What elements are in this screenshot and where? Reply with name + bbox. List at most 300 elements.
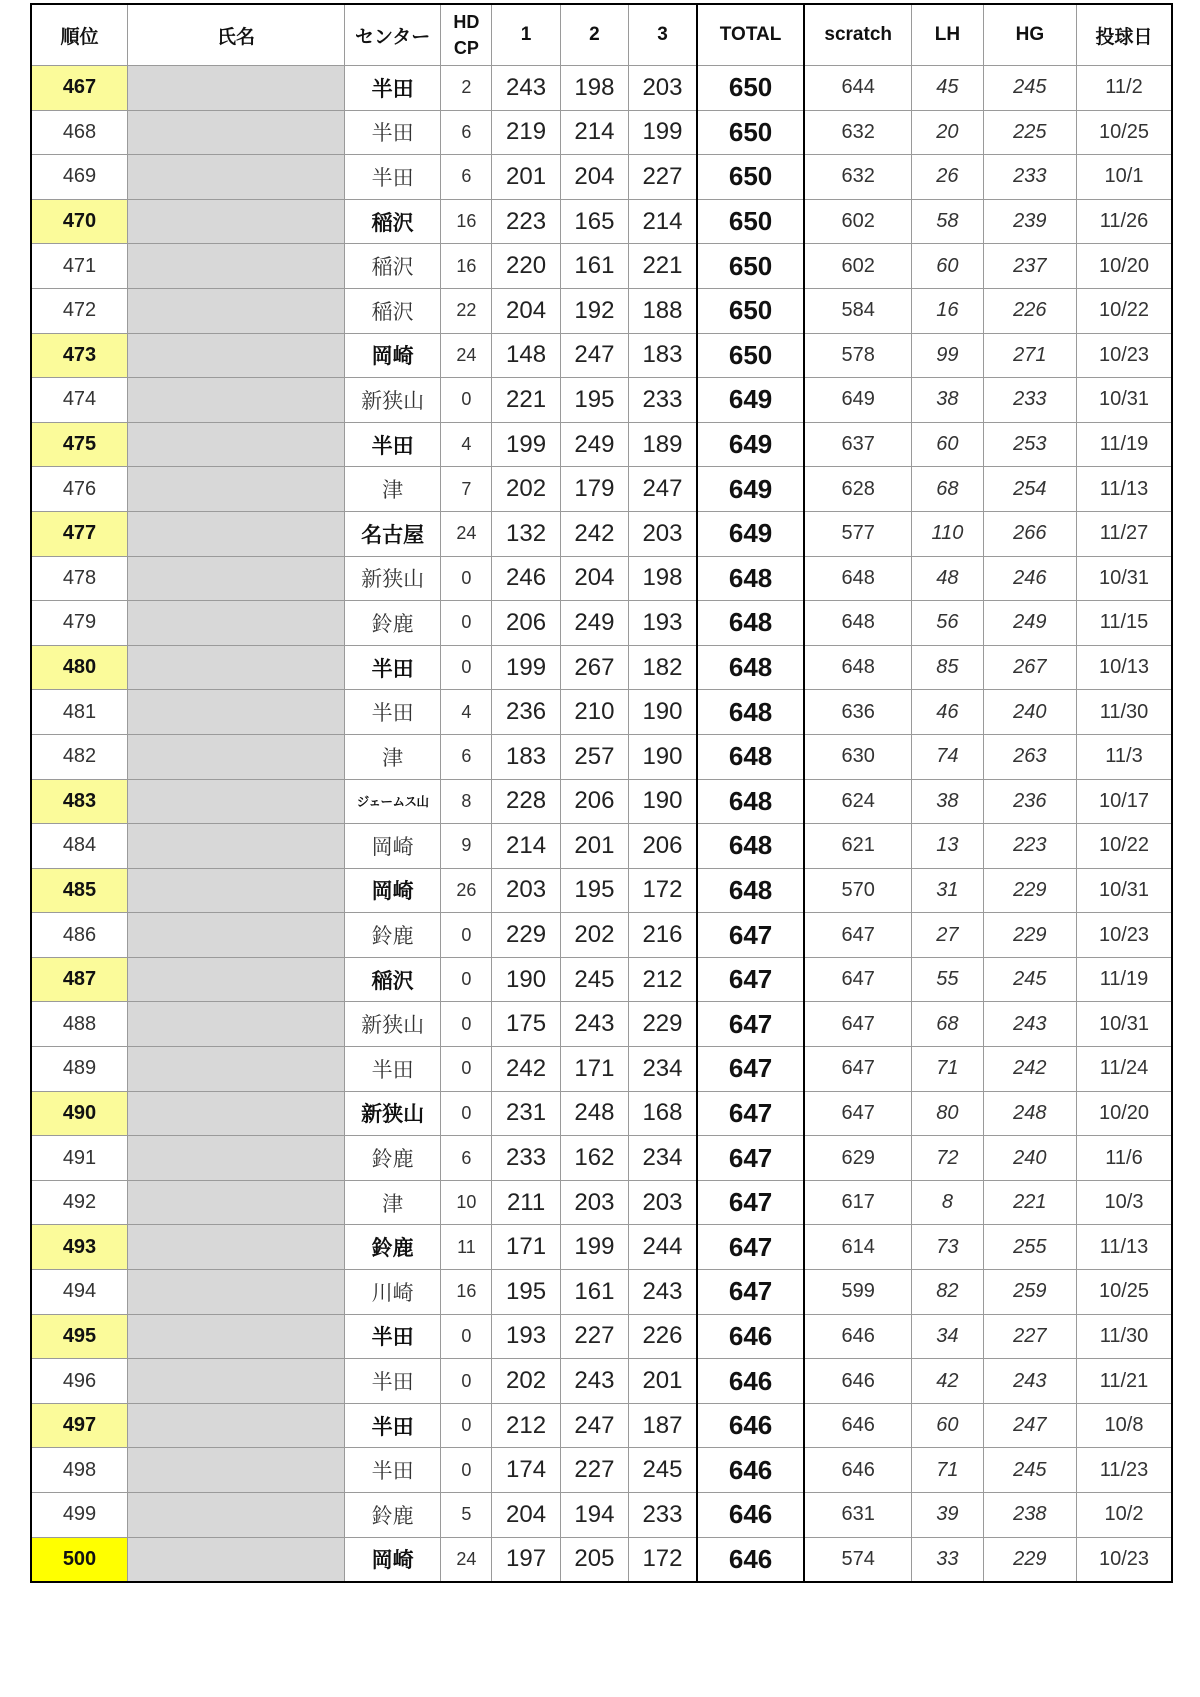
hg-cell: 254 [983, 467, 1076, 512]
table-row [31, 957, 1172, 1002]
rank-cell: 486 [31, 913, 128, 958]
name-cell-masked [128, 1359, 345, 1404]
lh-cell: 58 [912, 199, 984, 244]
date-cell: 11/15 [1076, 601, 1172, 646]
game-2-cell: 257 [560, 734, 628, 779]
lh-cell: 110 [912, 511, 984, 556]
rank-cell: 498 [31, 1448, 128, 1493]
game-1-cell: 148 [492, 333, 560, 378]
lh-cell: 38 [912, 779, 984, 824]
lh-cell: 46 [912, 690, 984, 735]
name-cell-masked [128, 378, 345, 423]
table-header [31, 4, 1172, 66]
date-cell: 11/21 [1076, 1359, 1172, 1404]
game-2-cell: 199 [560, 1225, 628, 1270]
header-hg: HG [983, 4, 1076, 66]
table-row [31, 1270, 1172, 1315]
name-cell-masked [128, 690, 345, 735]
date-cell: 10/23 [1076, 913, 1172, 958]
table-row [31, 244, 1172, 289]
table-row [31, 734, 1172, 779]
hg-cell: 263 [983, 734, 1076, 779]
table-row [31, 288, 1172, 333]
table-body [31, 66, 1172, 1583]
total-cell: 646 [697, 1537, 804, 1582]
name-cell-masked [128, 957, 345, 1002]
game-3-cell: 190 [629, 690, 697, 735]
date-cell: 10/17 [1076, 779, 1172, 824]
total-cell: 650 [697, 155, 804, 200]
hdcp-cell: 24 [441, 333, 492, 378]
total-cell: 650 [697, 244, 804, 289]
hg-cell: 255 [983, 1225, 1076, 1270]
game-2-cell: 243 [560, 1359, 628, 1404]
date-cell: 11/3 [1076, 734, 1172, 779]
hg-cell: 229 [983, 913, 1076, 958]
table-row [31, 690, 1172, 735]
game-2-cell: 162 [560, 1136, 628, 1181]
total-cell: 646 [697, 1493, 804, 1538]
date-cell: 10/31 [1076, 378, 1172, 423]
lh-cell: 33 [912, 1537, 984, 1582]
table-row [31, 1359, 1172, 1404]
game-2-cell: 194 [560, 1493, 628, 1538]
center-cell: 鈴鹿 [344, 913, 441, 958]
name-cell-masked [128, 110, 345, 155]
lh-cell: 60 [912, 1403, 984, 1448]
game-1-cell: 195 [492, 1270, 560, 1315]
game-2-cell: 243 [560, 1002, 628, 1047]
rank-cell: 500 [31, 1537, 128, 1582]
hg-cell: 249 [983, 601, 1076, 646]
date-cell: 11/26 [1076, 199, 1172, 244]
game-3-cell: 201 [629, 1359, 697, 1404]
total-cell: 648 [697, 690, 804, 735]
header-rank: 順位 [31, 4, 128, 66]
total-cell: 648 [697, 734, 804, 779]
rank-cell: 474 [31, 378, 128, 423]
game-3-cell: 182 [629, 645, 697, 690]
game-2-cell: 227 [560, 1314, 628, 1359]
rank-cell: 475 [31, 422, 128, 467]
game-2-cell: 242 [560, 511, 628, 556]
table-row [31, 155, 1172, 200]
hdcp-cell: 7 [441, 467, 492, 512]
rank-cell: 473 [31, 333, 128, 378]
hdcp-cell: 0 [441, 913, 492, 958]
lh-cell: 39 [912, 1493, 984, 1538]
date-cell: 10/1 [1076, 155, 1172, 200]
rank-cell: 468 [31, 110, 128, 155]
name-cell-masked [128, 333, 345, 378]
center-cell: 岡崎 [344, 824, 441, 869]
game-2-cell: 202 [560, 913, 628, 958]
scratch-cell: 647 [804, 957, 911, 1002]
hdcp-cell: 8 [441, 779, 492, 824]
table-row [31, 378, 1172, 423]
hg-cell: 266 [983, 511, 1076, 556]
table-row [31, 824, 1172, 869]
scratch-cell: 647 [804, 1002, 911, 1047]
rank-cell: 487 [31, 957, 128, 1002]
center-cell: 半田 [344, 1314, 441, 1359]
table-row [31, 1225, 1172, 1270]
rank-cell: 497 [31, 1403, 128, 1448]
game-1-cell: 199 [492, 645, 560, 690]
total-cell: 646 [697, 1403, 804, 1448]
hdcp-cell: 0 [441, 1448, 492, 1493]
scratch-cell: 614 [804, 1225, 911, 1270]
lh-cell: 56 [912, 601, 984, 646]
total-cell: 647 [697, 1136, 804, 1181]
hdcp-cell: 11 [441, 1225, 492, 1270]
header-scratch: scratch [804, 4, 911, 66]
game-3-cell: 244 [629, 1225, 697, 1270]
game-2-cell: 204 [560, 556, 628, 601]
game-3-cell: 187 [629, 1403, 697, 1448]
date-cell: 10/13 [1076, 645, 1172, 690]
game-1-cell: 233 [492, 1136, 560, 1181]
hdcp-cell: 10 [441, 1180, 492, 1225]
hg-cell: 240 [983, 690, 1076, 735]
date-cell: 11/27 [1076, 511, 1172, 556]
game-2-cell: 249 [560, 422, 628, 467]
date-cell: 11/30 [1076, 1314, 1172, 1359]
game-3-cell: 247 [629, 467, 697, 512]
total-cell: 646 [697, 1314, 804, 1359]
lh-cell: 71 [912, 1047, 984, 1092]
scratch-cell: 646 [804, 1448, 911, 1493]
rank-cell: 495 [31, 1314, 128, 1359]
game-1-cell: 193 [492, 1314, 560, 1359]
game-3-cell: 183 [629, 333, 697, 378]
header-total: TOTAL [697, 4, 804, 66]
name-cell-masked [128, 824, 345, 869]
center-cell: 津 [344, 734, 441, 779]
scratch-cell: 649 [804, 378, 911, 423]
rank-cell: 484 [31, 824, 128, 869]
header-game-3: 3 [629, 4, 697, 66]
game-2-cell: 204 [560, 155, 628, 200]
hg-cell: 236 [983, 779, 1076, 824]
center-cell: 半田 [344, 155, 441, 200]
header-center: センター [344, 4, 441, 66]
center-cell: 名古屋 [344, 511, 441, 556]
rank-cell: 496 [31, 1359, 128, 1404]
hg-cell: 233 [983, 155, 1076, 200]
center-cell: 半田 [344, 645, 441, 690]
game-2-cell: 192 [560, 288, 628, 333]
game-1-cell: 220 [492, 244, 560, 289]
center-cell: 半田 [344, 1047, 441, 1092]
lh-cell: 68 [912, 1002, 984, 1047]
total-cell: 648 [697, 868, 804, 913]
hg-cell: 229 [983, 1537, 1076, 1582]
scratch-cell: 570 [804, 868, 911, 913]
name-cell-masked [128, 913, 345, 958]
date-cell: 11/23 [1076, 1448, 1172, 1493]
date-cell: 10/8 [1076, 1403, 1172, 1448]
game-1-cell: 199 [492, 422, 560, 467]
rank-cell: 482 [31, 734, 128, 779]
scratch-cell: 617 [804, 1180, 911, 1225]
hg-cell: 246 [983, 556, 1076, 601]
ranking-table [30, 3, 1173, 1583]
game-2-cell: 161 [560, 244, 628, 289]
lh-cell: 68 [912, 467, 984, 512]
game-3-cell: 221 [629, 244, 697, 289]
header-row [31, 4, 1172, 66]
total-cell: 647 [697, 1047, 804, 1092]
scratch-cell: 647 [804, 1091, 911, 1136]
total-cell: 650 [697, 66, 804, 111]
total-cell: 647 [697, 913, 804, 958]
header-name: 氏名 [128, 4, 345, 66]
game-3-cell: 233 [629, 1493, 697, 1538]
game-3-cell: 199 [629, 110, 697, 155]
scratch-cell: 629 [804, 1136, 911, 1181]
center-cell: ジェームス山 [344, 779, 441, 824]
center-cell: 半田 [344, 1448, 441, 1493]
game-2-cell: 267 [560, 645, 628, 690]
name-cell-masked [128, 1180, 345, 1225]
center-cell: 鈴鹿 [344, 601, 441, 646]
table-row [31, 913, 1172, 958]
scratch-cell: 630 [804, 734, 911, 779]
hdcp-cell: 0 [441, 1091, 492, 1136]
center-cell: 半田 [344, 66, 441, 111]
game-1-cell: 197 [492, 1537, 560, 1582]
rank-cell: 470 [31, 199, 128, 244]
scratch-cell: 637 [804, 422, 911, 467]
game-3-cell: 203 [629, 66, 697, 111]
hg-cell: 245 [983, 1448, 1076, 1493]
hg-cell: 242 [983, 1047, 1076, 1092]
hdcp-cell: 0 [441, 1314, 492, 1359]
date-cell: 11/24 [1076, 1047, 1172, 1092]
center-cell: 津 [344, 467, 441, 512]
hdcp-cell: 6 [441, 734, 492, 779]
total-cell: 648 [697, 824, 804, 869]
center-cell: 新狭山 [344, 1091, 441, 1136]
rank-cell: 478 [31, 556, 128, 601]
hdcp-cell: 24 [441, 511, 492, 556]
scratch-cell: 646 [804, 1403, 911, 1448]
hdcp-cell: 16 [441, 199, 492, 244]
lh-cell: 42 [912, 1359, 984, 1404]
hg-cell: 267 [983, 645, 1076, 690]
game-2-cell: 203 [560, 1180, 628, 1225]
center-cell: 新狭山 [344, 556, 441, 601]
game-2-cell: 171 [560, 1047, 628, 1092]
name-cell-masked [128, 1270, 345, 1315]
game-1-cell: 228 [492, 779, 560, 824]
rank-cell: 480 [31, 645, 128, 690]
game-3-cell: 189 [629, 422, 697, 467]
table-row [31, 1493, 1172, 1538]
hdcp-cell: 0 [441, 1359, 492, 1404]
name-cell-masked [128, 1537, 345, 1582]
lh-cell: 45 [912, 66, 984, 111]
lh-cell: 71 [912, 1448, 984, 1493]
header-lh: LH [912, 4, 984, 66]
hg-cell: 223 [983, 824, 1076, 869]
center-cell: 鈴鹿 [344, 1136, 441, 1181]
date-cell: 10/31 [1076, 1002, 1172, 1047]
game-1-cell: 214 [492, 824, 560, 869]
game-1-cell: 242 [492, 1047, 560, 1092]
center-cell: 稲沢 [344, 288, 441, 333]
hdcp-cell: 16 [441, 1270, 492, 1315]
date-cell: 10/22 [1076, 824, 1172, 869]
game-1-cell: 204 [492, 288, 560, 333]
name-cell-masked [128, 601, 345, 646]
name-cell-masked [128, 1136, 345, 1181]
date-cell: 11/13 [1076, 1225, 1172, 1270]
hg-cell: 243 [983, 1359, 1076, 1404]
game-3-cell: 234 [629, 1136, 697, 1181]
name-cell-masked [128, 1225, 345, 1270]
scratch-cell: 644 [804, 66, 911, 111]
game-1-cell: 202 [492, 467, 560, 512]
date-cell: 11/19 [1076, 957, 1172, 1002]
hdcp-cell: 0 [441, 601, 492, 646]
center-cell: 津 [344, 1180, 441, 1225]
date-cell: 11/2 [1076, 66, 1172, 111]
date-cell: 11/30 [1076, 690, 1172, 735]
date-cell: 10/3 [1076, 1180, 1172, 1225]
table-row [31, 1002, 1172, 1047]
scratch-cell: 574 [804, 1537, 911, 1582]
game-3-cell: 188 [629, 288, 697, 333]
scratch-cell: 648 [804, 601, 911, 646]
game-3-cell: 190 [629, 779, 697, 824]
hdcp-cell: 16 [441, 244, 492, 289]
table-row [31, 66, 1172, 111]
center-cell: 半田 [344, 422, 441, 467]
rank-cell: 490 [31, 1091, 128, 1136]
hdcp-cell: 26 [441, 868, 492, 913]
game-2-cell: 214 [560, 110, 628, 155]
lh-cell: 74 [912, 734, 984, 779]
hdcp-cell: 2 [441, 66, 492, 111]
hg-cell: 245 [983, 66, 1076, 111]
rank-cell: 477 [31, 511, 128, 556]
total-cell: 650 [697, 110, 804, 155]
date-cell: 10/20 [1076, 1091, 1172, 1136]
lh-cell: 72 [912, 1136, 984, 1181]
lh-cell: 38 [912, 378, 984, 423]
game-3-cell: 234 [629, 1047, 697, 1092]
scratch-cell: 648 [804, 556, 911, 601]
table-row [31, 1537, 1172, 1582]
game-3-cell: 203 [629, 1180, 697, 1225]
lh-cell: 85 [912, 645, 984, 690]
hg-cell: 221 [983, 1180, 1076, 1225]
game-3-cell: 229 [629, 1002, 697, 1047]
hdcp-cell: 0 [441, 556, 492, 601]
center-cell: 半田 [344, 1359, 441, 1404]
total-cell: 649 [697, 378, 804, 423]
total-cell: 648 [697, 779, 804, 824]
rank-cell: 485 [31, 868, 128, 913]
game-3-cell: 206 [629, 824, 697, 869]
header-game-1: 1 [492, 4, 560, 66]
lh-cell: 48 [912, 556, 984, 601]
name-cell-masked [128, 734, 345, 779]
scratch-cell: 648 [804, 645, 911, 690]
name-cell-masked [128, 511, 345, 556]
center-cell: 岡崎 [344, 333, 441, 378]
scratch-cell: 578 [804, 333, 911, 378]
total-cell: 650 [697, 199, 804, 244]
center-cell: 半田 [344, 1403, 441, 1448]
name-cell-masked [128, 645, 345, 690]
total-cell: 647 [697, 1180, 804, 1225]
name-cell-masked [128, 467, 345, 512]
game-2-cell: 195 [560, 868, 628, 913]
game-2-cell: 248 [560, 1091, 628, 1136]
name-cell-masked [128, 155, 345, 200]
scratch-cell: 646 [804, 1359, 911, 1404]
hg-cell: 237 [983, 244, 1076, 289]
game-1-cell: 183 [492, 734, 560, 779]
game-1-cell: 203 [492, 868, 560, 913]
rank-cell: 499 [31, 1493, 128, 1538]
center-cell: 稲沢 [344, 957, 441, 1002]
game-1-cell: 174 [492, 1448, 560, 1493]
scratch-cell: 621 [804, 824, 911, 869]
header-hdcp-line2: CP [453, 38, 479, 58]
date-cell: 10/25 [1076, 110, 1172, 155]
game-1-cell: 212 [492, 1403, 560, 1448]
hg-cell: 227 [983, 1314, 1076, 1359]
name-cell-masked [128, 779, 345, 824]
hdcp-cell: 0 [441, 1403, 492, 1448]
game-3-cell: 227 [629, 155, 697, 200]
date-cell: 11/13 [1076, 467, 1172, 512]
name-cell-masked [128, 244, 345, 289]
game-2-cell: 161 [560, 1270, 628, 1315]
hg-cell: 238 [983, 1493, 1076, 1538]
table-row [31, 1091, 1172, 1136]
scratch-cell: 631 [804, 1493, 911, 1538]
hg-cell: 226 [983, 288, 1076, 333]
game-1-cell: 201 [492, 155, 560, 200]
date-cell: 10/22 [1076, 288, 1172, 333]
hdcp-cell: 6 [441, 155, 492, 200]
name-cell-masked [128, 1091, 345, 1136]
game-3-cell: 226 [629, 1314, 697, 1359]
game-2-cell: 198 [560, 66, 628, 111]
center-cell: 岡崎 [344, 868, 441, 913]
game-3-cell: 172 [629, 1537, 697, 1582]
total-cell: 650 [697, 288, 804, 333]
table-row [31, 601, 1172, 646]
game-2-cell: 210 [560, 690, 628, 735]
scratch-cell: 628 [804, 467, 911, 512]
table-row [31, 1314, 1172, 1359]
game-3-cell: 243 [629, 1270, 697, 1315]
total-cell: 650 [697, 333, 804, 378]
lh-cell: 80 [912, 1091, 984, 1136]
name-cell-masked [128, 1403, 345, 1448]
lh-cell: 31 [912, 868, 984, 913]
game-1-cell: 204 [492, 1493, 560, 1538]
total-cell: 648 [697, 645, 804, 690]
lh-cell: 13 [912, 824, 984, 869]
center-cell: 新狭山 [344, 378, 441, 423]
